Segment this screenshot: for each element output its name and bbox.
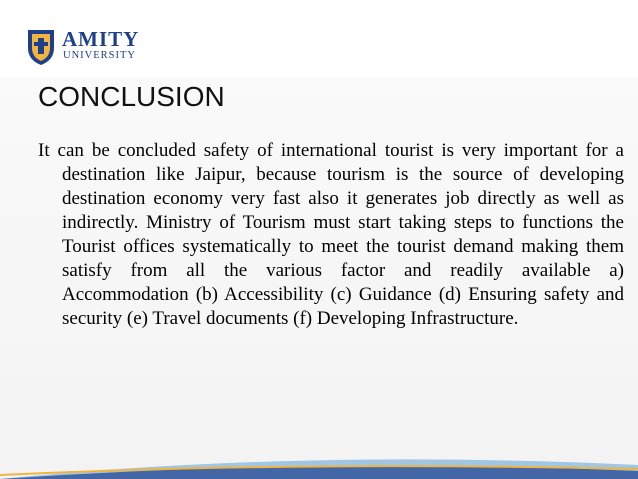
amity-logo xyxy=(24,26,164,66)
slide-title: CONCLUSION xyxy=(38,81,225,112)
logo-name: AMITY xyxy=(62,27,140,51)
slide-body: It can be concluded safety of international tourist is very important for a destination like Jaipur, because tourism is the source of developing destination economy very fast also it generates job directly as well as indirectly. Ministry of Tourism must start taking steps to functions the Tourist offices systematically to meet the tourist demand making them satisfy from all the various factor and readily available a) Accommodation (b) Accessibility (c) Guidance (d) Ensuring safety and security (e) Travel documents (f) Developing Infrastructure. xyxy=(38,140,624,329)
university-emblem-icon xyxy=(24,26,58,66)
bottom-swoosh-decoration xyxy=(0,439,638,479)
logo-subtitle: UNIVERSITY xyxy=(63,50,136,61)
